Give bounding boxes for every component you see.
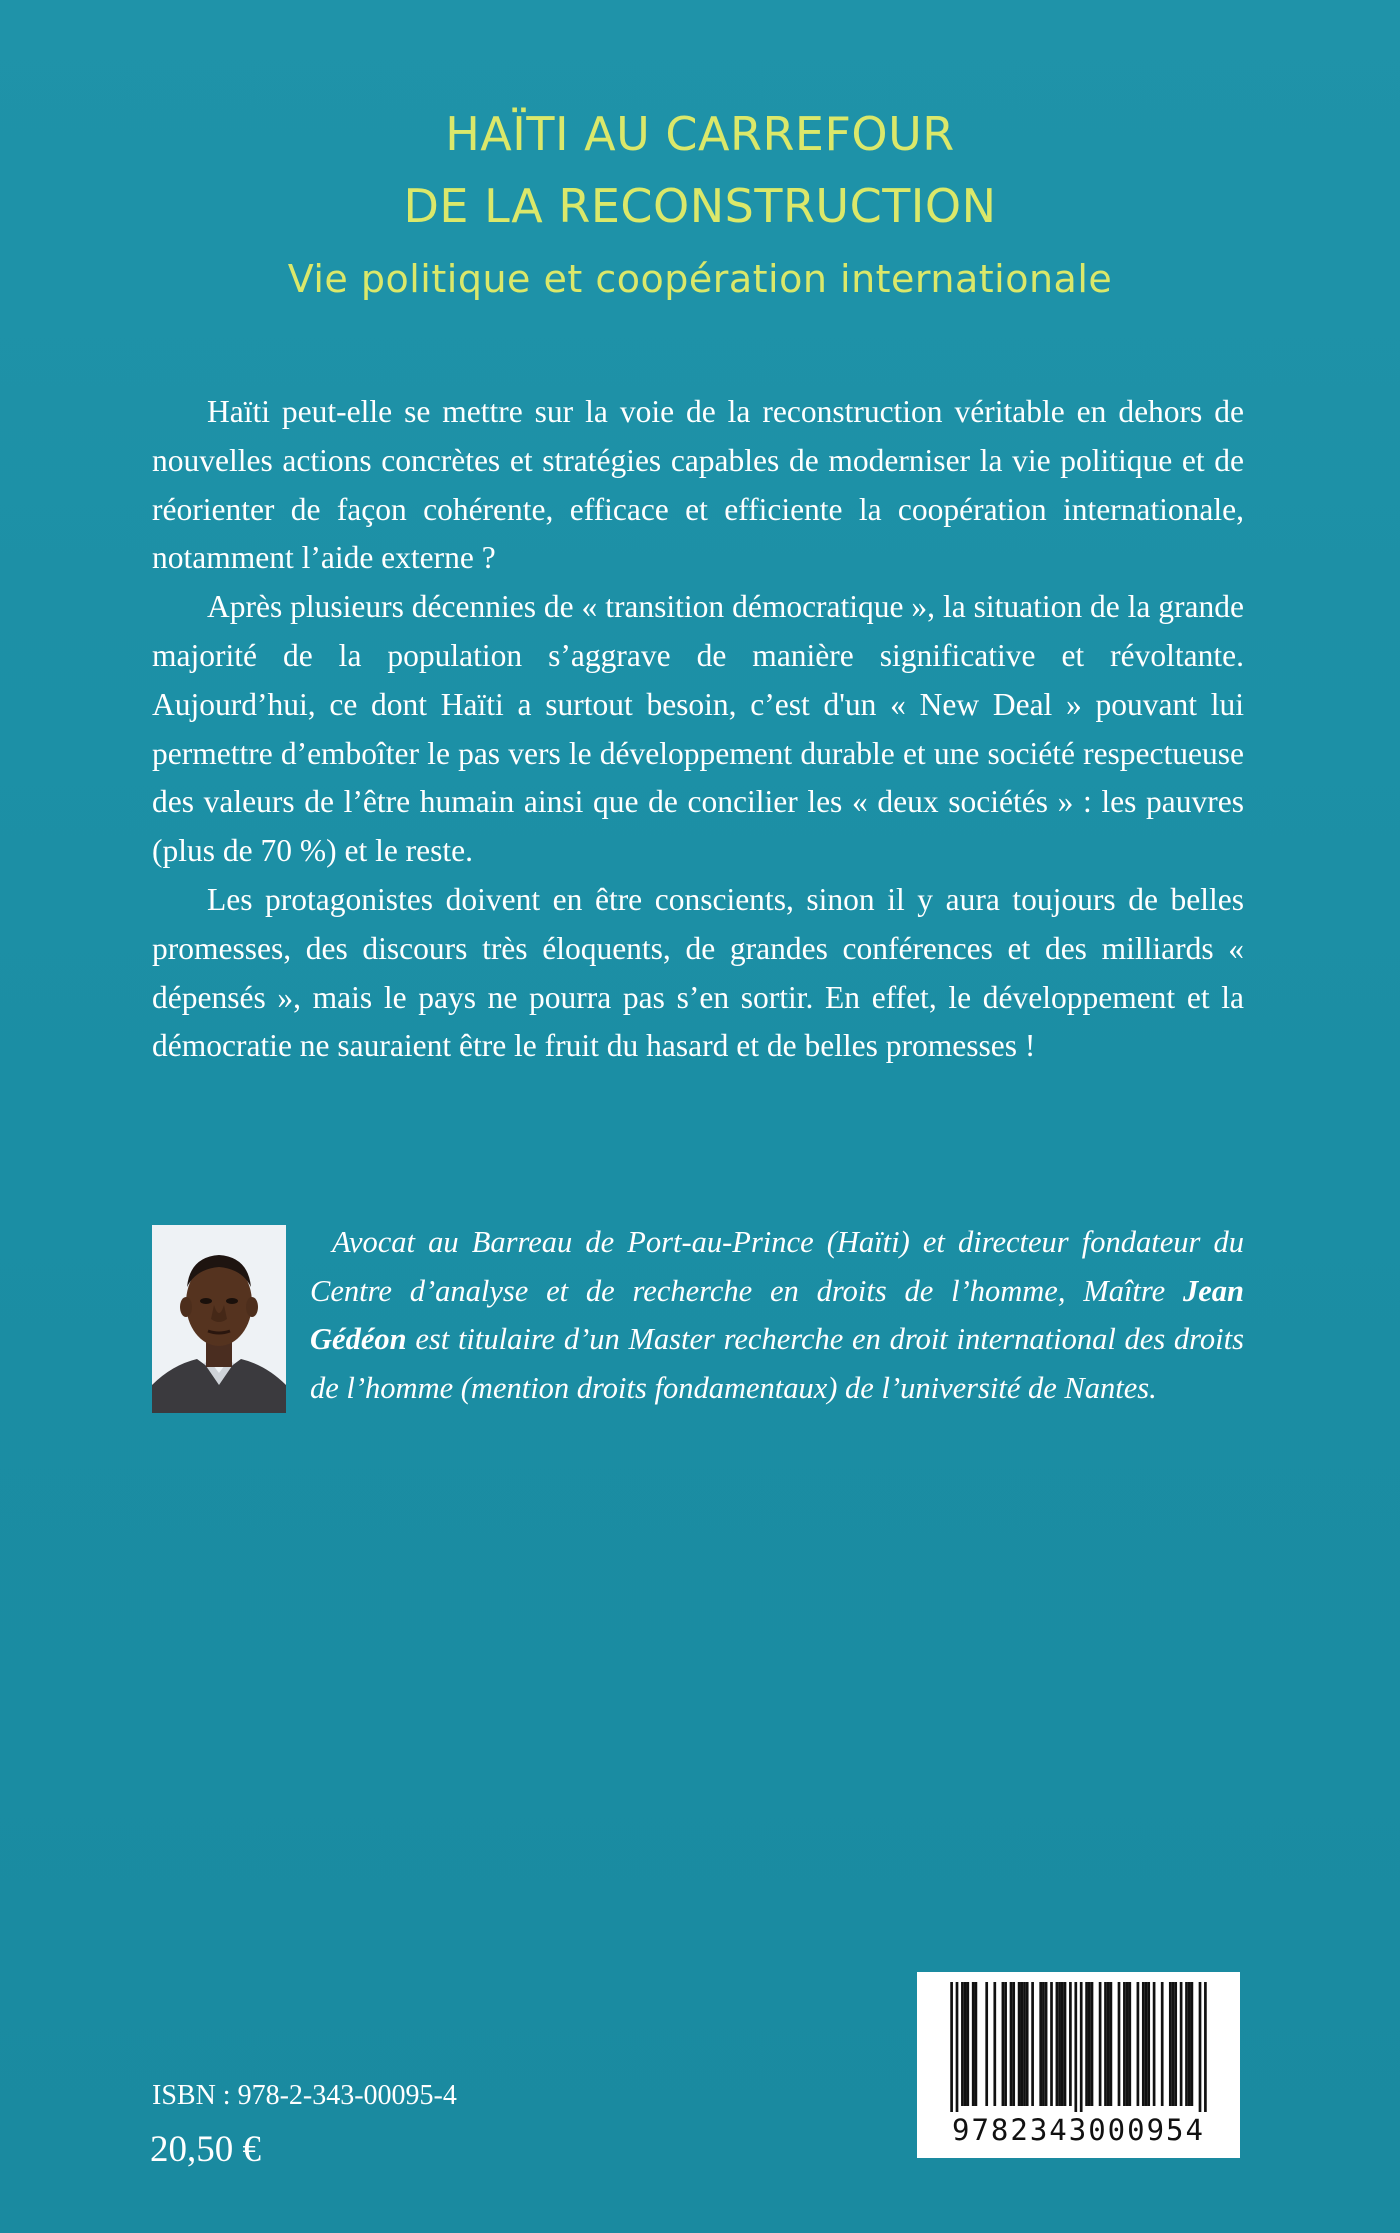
title-line-2: DE LA RECONSTRUCTION bbox=[403, 179, 997, 233]
blurb bbox=[152, 388, 1244, 1071]
barcode-bar bbox=[1126, 1982, 1129, 2106]
barcode-bar bbox=[1045, 1982, 1048, 2106]
barcode-bar bbox=[1172, 1982, 1175, 2106]
barcode-bar bbox=[1169, 1982, 1172, 2106]
barcode-bar bbox=[1088, 1982, 1091, 2106]
barcode-bar bbox=[1204, 1982, 1207, 2112]
blurb-paragraph-1: Haïti peut-elle se mettre sur la voie de la reconstruction véritable en dehors de nouvelles actions concrètes et stratégies capables de moderniser la vie politique et de réorienter de façon cohérente, efficace et efficiente la coopération internationale, notamment l’aide externe ? bbox=[152, 394, 1244, 576]
barcode-bar bbox=[1050, 1982, 1053, 2106]
barcode-bar bbox=[1056, 1982, 1059, 2106]
barcode-bar bbox=[1180, 1982, 1183, 2106]
barcode-bar bbox=[1185, 1982, 1188, 2106]
barcode-bar bbox=[1137, 1982, 1140, 2106]
barcode-bar bbox=[1110, 1982, 1113, 2106]
barcode-bar bbox=[1026, 1982, 1029, 2106]
author-bio-rest: est titulaire d’un Master recherche en droit international des droits de l’homme (mention droits fondamentaux) de l’université de Nantes. bbox=[310, 1322, 1244, 1405]
barcode-bar bbox=[1002, 1982, 1005, 2106]
barcode-bar bbox=[1010, 1982, 1013, 2106]
barcode-bar bbox=[1161, 1982, 1164, 2106]
barcode-bar bbox=[1004, 1982, 1007, 2106]
isbn: ISBN : 978-2-343-00095-4 bbox=[152, 2080, 457, 2111]
title-line-1: HAÏTI AU CARREFOUR bbox=[445, 107, 955, 161]
barcode-bar bbox=[1147, 1982, 1150, 2106]
barcode-bar bbox=[956, 1982, 959, 2112]
barcode-bar bbox=[1107, 1982, 1110, 2106]
author-section bbox=[152, 1218, 1244, 1418]
barcode-bars bbox=[917, 1972, 1240, 2112]
barcode-bar bbox=[961, 1982, 964, 2106]
barcode-bar bbox=[1074, 1982, 1077, 2112]
barcode-bar bbox=[1191, 1982, 1194, 2106]
blurb-paragraph-2: Après plusieurs décennies de « transition démocratique », la situation de la grande majorité de la population s’aggrave de manière significative et révoltante. Aujourd’hui, ce dont Haïti a surtout besoin, c’est d'un « New Deal » pouvant lui permettre d’emboîter le pas vers le développement durable et une société respectueuse des valeurs de l’être humain ainsi que de concilier les « deux sociétés » : les pauvres (plus de 70 %) et le reste. bbox=[152, 589, 1244, 869]
author-photo bbox=[152, 1225, 286, 1413]
barcode-bar bbox=[950, 1982, 953, 2112]
barcode-bar bbox=[1069, 1982, 1072, 2106]
barcode-bar bbox=[1145, 1982, 1148, 2106]
barcode-bar bbox=[1153, 1982, 1156, 2106]
barcode-bar bbox=[1064, 1982, 1067, 2106]
barcode-bar bbox=[985, 1982, 988, 2106]
barcode-bar bbox=[1091, 1982, 1094, 2106]
barcode-bar bbox=[1023, 1982, 1026, 2106]
barcode-bar bbox=[1080, 1982, 1083, 2112]
barcode-bar bbox=[1099, 1982, 1102, 2106]
barcode-bar bbox=[1118, 1982, 1121, 2106]
author-name: Jean Gédéon bbox=[310, 1273, 1244, 1356]
barcode bbox=[917, 1972, 1240, 2158]
author-bio bbox=[310, 1218, 1244, 1412]
barcode-bar bbox=[1123, 1982, 1126, 2106]
price: 20,50 € bbox=[150, 2129, 261, 2170]
subtitle: Vie politique et coopération internationale bbox=[287, 257, 1113, 301]
author-portrait-illustration bbox=[152, 1225, 286, 1413]
barcode-bar bbox=[993, 1982, 996, 2106]
barcode-number: 9782343000954 bbox=[952, 2113, 1205, 2147]
barcode-bar bbox=[1085, 1982, 1088, 2106]
barcode-bar bbox=[1058, 1982, 1061, 2106]
barcode-bar bbox=[1018, 1982, 1021, 2106]
barcode-bar bbox=[1128, 1982, 1131, 2106]
barcode-bar bbox=[1031, 1982, 1034, 2106]
barcode-bar bbox=[1104, 1982, 1107, 2106]
barcode-bar bbox=[1061, 1982, 1064, 2106]
barcode-bar bbox=[964, 1982, 967, 2106]
title-block bbox=[0, 98, 1400, 306]
barcode-bar bbox=[1174, 1982, 1177, 2106]
barcode-bar bbox=[1188, 1982, 1191, 2106]
barcode-bar bbox=[1199, 1982, 1202, 2112]
author-bio-intro: Avocat au Barreau de Port-au-Prince (Haïti) et directeur fondateur du Centre d’analyse et de recherche en droits de l’homme, Maître bbox=[310, 1225, 1244, 1308]
barcode-bar bbox=[975, 1982, 978, 2106]
barcode-bar bbox=[1012, 1982, 1015, 2106]
barcode-bar bbox=[972, 1982, 975, 2106]
barcode-bar bbox=[1142, 1982, 1145, 2106]
barcode-bar bbox=[1042, 1982, 1045, 2106]
barcode-bar bbox=[1039, 1982, 1042, 2106]
blurb-paragraph-3: Les protagonistes doivent en être conscients, sinon il y aura toujours de belles promesses, des discours très éloquents, de grandes conférences et des milliards « dépensés », mais le pays ne pourra pas s’en sortir. En effet, le développement et la démocratie ne sauraient être le fruit du hasard et de belles promesses ! bbox=[152, 881, 1244, 1064]
barcode-bar bbox=[966, 1982, 969, 2106]
barcode-bar bbox=[1020, 1982, 1023, 2106]
